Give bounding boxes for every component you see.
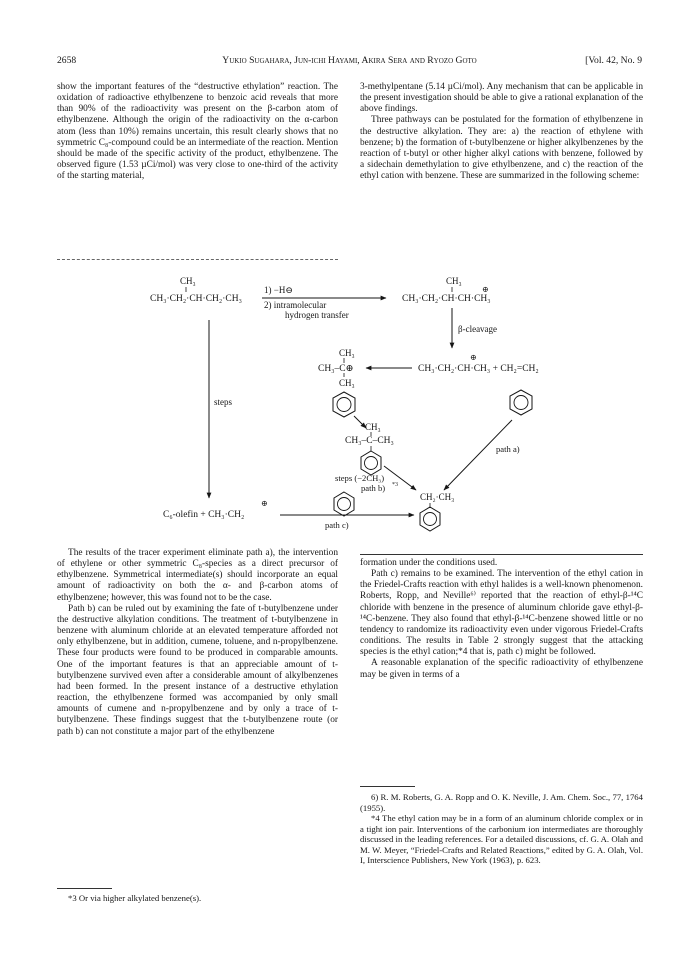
olefin-ethyl-cation: C₆-olefin + CH₃·CH₂ (163, 510, 245, 520)
benzene-ring-icon (510, 390, 532, 415)
path-a-label: path a) (496, 444, 520, 454)
ethyl-cation-charge: ⊕ (261, 499, 268, 508)
paragraph: The results of the tracer experiment eliminate path a), the intervention of ethylene or other symmetric C₈-species as a direct precursor of ethylbenzene. Symmetrical intermediate(s) should incorporate an equal amount of radioactivity on both the α- and β-carbon atoms of ethylbenzene; however, this was found not to be the case. (57, 548, 338, 603)
running-header (57, 54, 642, 68)
reaction-scheme (0, 270, 688, 540)
paragraph: Three pathways can be postulated for the formation of ethylbenzene in the destructive alkylation. They are: a) the reaction of ethylene with benzene; b) the formation of t-butylbenzene or higher alkylbenzenes by the reaction of t-butyl or other higher alkyl cations with benzene, followed by a sidechain demethylation to give ethylbenzene, and c) the reaction of the ethyl cation with benzene. These are summarized in the following scheme: (360, 115, 643, 182)
right-column-top (360, 82, 643, 182)
sec-charge: ⊕ (470, 353, 477, 362)
footnote-rule (360, 786, 415, 787)
volume-info: [Vol. 42, No. 9 (585, 55, 642, 66)
left-column-top (57, 82, 338, 182)
column-end-rule (57, 259, 338, 260)
path-b-label: path b) (361, 483, 386, 493)
right-column-bottom (360, 558, 643, 681)
arrow-path-a (444, 420, 512, 490)
beta-cleavage-label: β-cleavage (458, 324, 498, 334)
benzene-ring-icon (420, 507, 440, 531)
footnote-rule (57, 888, 112, 889)
cation-ch3-label: CH₃ (446, 276, 462, 286)
tbu-ch3-top: CH₃ (339, 348, 355, 358)
paragraph: A reasonable explanation of the specific radioactivity of ethylbenzene may be given in terms of a (360, 658, 643, 680)
benzene-ring-icon (361, 451, 381, 475)
tbu-ch3-bottom: CH₃ (339, 378, 355, 388)
sec-cation-ethylene: CH₃·CH₂·CH·CH₃ + CH₂=CH₂ (418, 364, 539, 374)
ethylbenzene-substituent: CH₂·CH₃ (420, 492, 455, 502)
start-ch3-label: CH₃ (180, 276, 196, 286)
benzene-ring-icon (334, 492, 354, 516)
tbb-ch3-top: CH₃ (365, 422, 381, 432)
start-molecule: CH₃·CH₂·CH·CH₂·CH₃ (150, 294, 242, 304)
cation-molecule: CH₃·CH₂·CH·CH·CH₃ (402, 294, 491, 304)
steps-demethylation-label: steps (−2CH₃) (335, 473, 385, 483)
paragraph: formation under the conditions used. (360, 558, 498, 568)
page-number: 2658 (57, 55, 77, 66)
arrow-path-b (384, 466, 416, 490)
footnote-text: *3 Or via higher alkylated benzene(s). (68, 893, 202, 903)
step2-label-cont: hydrogen transfer (285, 310, 349, 320)
benzene-ring-icon (333, 392, 355, 417)
cation-charge: ⊕ (482, 285, 489, 294)
step2-label: 2) intramolecular (264, 300, 327, 310)
paragraph: show the important features of the “destructive ethylation” reaction. The oxidation of radioactive ethylbenzene to benzoic acid reveals that more than 90% of the radioactivity was present on the β-carbon atom of ethylbenzene. Although the origin of the radioactivity on the α-carbon atom (less than 10%) remains uncertain, this result clearly shows that no symmetric C₈-compound could be an intermediate of the reaction. Mention should be made of the specific activity of the product, ethylbenzene. The observed figure (1.53 µCi/mol) was very close to one-third of the activity of the starting material, (57, 82, 338, 182)
footnote-4: *4 The ethyl cation may be in a form of an aluminum chloride complex or in a tight ion pair. Interventions of the carbonium ion intermediates are thoroughly discussed in the leading references. For a detailed discussions, cf. G. A. Olah and M. W. Meyer, “Friedel-Crafts and Related Reactions,” edited by G. A. Olah, Vol. I, Interscience Publishers, New York (1963), p. 623. (360, 813, 643, 865)
paragraph: 3-methylpentane (5.14 µCi/mol). Any mechanism that can be applicable in the present investigation should be able to give a rational explanation of the above findings. (360, 82, 643, 115)
path-c-label: path c) (325, 520, 349, 530)
paragraph: Path b) can be ruled out by examining the fate of t-butylbenzene under the destructive alkylation conditions. The treatment of t-butylbenzene in benzene with aluminum chloride at an elevated temperature afforded not only ethylbenzene, but in addition, cumene, toluene, and n-propylbenzene. These four products were found to be produced in comparable amounts. One of the important features is that an appreciable amount of t-butylbenzene survived even after a considerable amount of alkylbenzenes had been formed. In the present instance of a destructive ethylation reaction, the ethylbenzene formed was accompanied by only small amounts of cumene and n-propylbenzene and by only a trace of t-butylbenzene. These findings suggest that the t-butylbenzene route (or path b) can not constitute a major part of the ethylbenzene (57, 603, 338, 737)
reference-6: 6) R. M. Roberts, G. A. Ropp and O. K. Neville, J. Am. Chem. Soc., 77, 1764 (1955). (360, 792, 643, 813)
references (360, 792, 643, 866)
author-line: Yukio Sugahara, Jun-ichi Hayami, Akira Sera and Ryozo Goto (222, 55, 477, 66)
left-column-bottom (57, 548, 338, 738)
path-b-footnote-mark: *3 (392, 482, 398, 488)
tbu-cation: CH₃–C⊕ (318, 364, 354, 374)
steps-label: steps (214, 397, 232, 407)
paragraph: Path c) remains to be examined. The intervention of the ethyl cation in the Friedel-Crafts reaction with ethyl halides is a well-known phenomenon. Roberts, Ropp, and Neville⁶⁾ reported that the reaction of ethyl-β-¹⁴C chloride with benzene in the presence of aluminum chloride gave ethyl-β-¹⁴C-benzene. They also found that ethyl-β-¹⁴C-benzene showed little or no tendency to randomize its radioactivity even under vigorous Friedel-Crafts conditions. The results in Table 2 strongly suggest that the attacking species is the ethyl cation;*4 that is, path c) might be followed. (360, 569, 643, 658)
step1-label: 1) −H⊖ (264, 285, 293, 295)
footnote-3 (68, 893, 338, 904)
section-rule (360, 554, 643, 555)
tbb-substituent: CH₃–C–CH₃ (345, 436, 394, 446)
